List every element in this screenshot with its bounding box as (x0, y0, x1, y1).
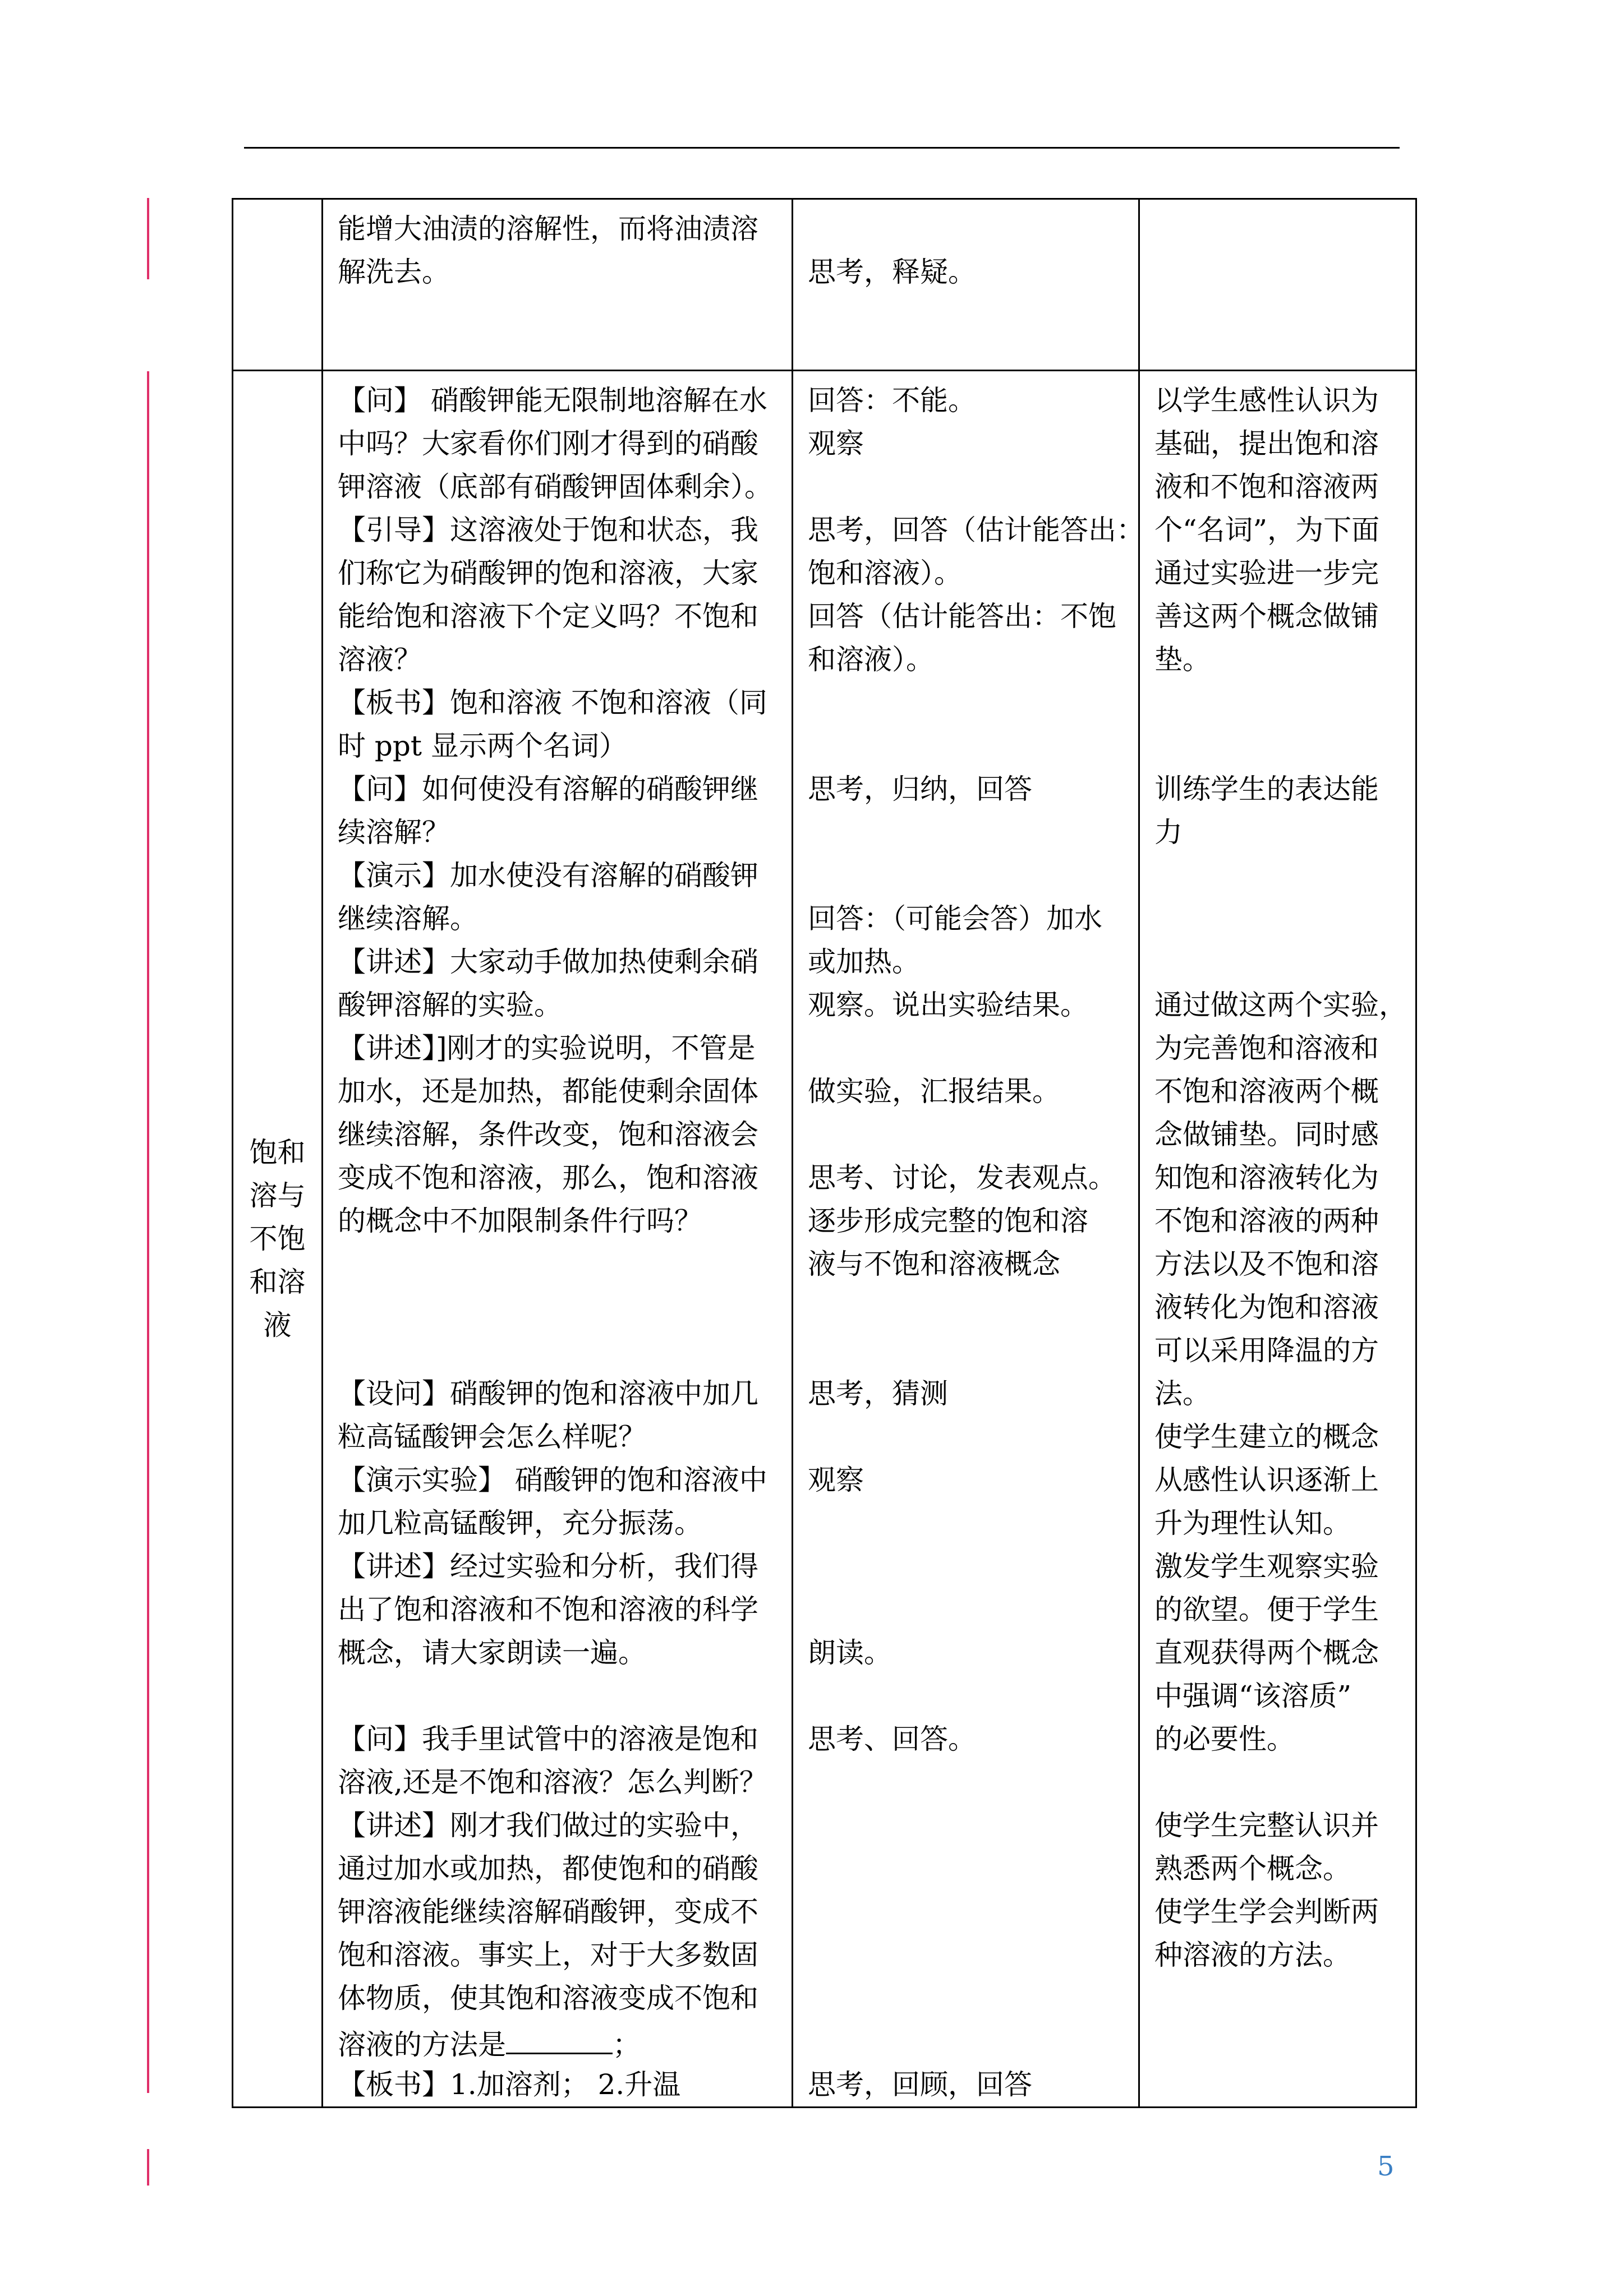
teacher-line (338, 1891, 777, 1934)
purpose-line (1154, 1588, 1401, 1631)
student-line (808, 1459, 1124, 1502)
purpose-text: 中强调“该溶质” (1154, 1680, 1352, 1712)
teacher-text: 【引导】这溶液处于饱和状态，我 (338, 514, 758, 546)
purpose-text: 液转化为饱和溶液 (1154, 1291, 1379, 1324)
teacher-text: 们称它为硝酸钾的饱和溶液，大家 (338, 557, 758, 589)
student-line (808, 595, 1124, 638)
empty-line (808, 1891, 1124, 1934)
purpose-text: 不饱和溶液两个概 (1154, 1075, 1379, 1108)
empty-line (808, 1977, 1124, 2020)
topic-text: 饱和 (249, 1136, 306, 1169)
student-line (808, 1156, 1124, 1200)
purpose-text: 通过实验进一步完 (1154, 557, 1379, 589)
purpose-text: 使学生建立的概念 (1154, 1421, 1379, 1453)
student-line (808, 1718, 1124, 1761)
purpose-line (1154, 379, 1401, 422)
teacher-line (338, 681, 777, 725)
page-number: 5 (1377, 2151, 1395, 2182)
empty-line (808, 854, 1124, 897)
teacher-line (338, 1416, 777, 1459)
teacher-line (338, 1847, 777, 1891)
student-text: 和溶液）。 (808, 643, 934, 676)
teacher-line (338, 509, 777, 552)
topic-text: 液 (263, 1308, 292, 1341)
teacher-line (338, 1631, 777, 1675)
empty-line (808, 725, 1124, 768)
purpose-line (1154, 1545, 1401, 1588)
student-line (808, 379, 1124, 422)
purpose-line (1154, 1372, 1401, 1416)
student-text: 观察 (808, 1464, 864, 1496)
teacher-text: 加几粒高锰酸钾，充分振荡。 (338, 1507, 702, 1539)
purpose-line (1154, 1156, 1401, 1200)
teacher-text: 解洗去。 (338, 256, 450, 288)
purpose-text: 的必要性。 (1154, 1723, 1295, 1755)
empty-line (1154, 897, 1401, 940)
purpose-text: 垫。 (1154, 643, 1211, 676)
topic-text: 和溶 (249, 1265, 306, 1298)
purpose-line (1154, 768, 1401, 811)
purpose-line (1154, 1804, 1401, 1847)
purpose-text: 从感性认识逐渐上 (1154, 1464, 1379, 1496)
empty-line (808, 1545, 1124, 1588)
teacher-text: 能给饱和溶液下个定义吗？不饱和 (338, 600, 758, 633)
design-purpose-cell (1139, 199, 1416, 371)
margin-mark-middle (147, 371, 149, 2093)
student-text: 思考，猜测 (808, 1377, 948, 1410)
teacher-text: ； (613, 2028, 641, 2061)
topic-text: 溶与 (249, 1179, 306, 1212)
student-line (808, 509, 1144, 552)
student-text: 回答（估计能答出：不饱 (808, 600, 1116, 633)
purpose-line (1154, 552, 1401, 595)
student-line (808, 422, 1124, 465)
purpose-text: 熟悉两个概念。 (1154, 1852, 1351, 1885)
empty-line (1154, 854, 1401, 897)
teacher-line (338, 897, 777, 940)
teacher-line (338, 422, 777, 465)
purpose-text: 激发学生观察实验 (1154, 1550, 1379, 1583)
purpose-text: 种溶液的方法。 (1154, 1939, 1351, 1971)
empty-line (808, 1286, 1124, 1329)
purpose-line (1154, 638, 1401, 681)
empty-line (808, 1416, 1124, 1459)
empty-line (808, 1934, 1124, 1977)
teacher-text: 溶液？ (338, 643, 422, 676)
purpose-text: 方法以及不饱和溶 (1154, 1248, 1379, 1280)
teacher-text: 继续溶解，条件改变，饱和溶液会 (338, 1118, 758, 1151)
topic-cell (233, 371, 323, 2108)
student-text: 逐步形成完整的饱和溶 (808, 1205, 1088, 1237)
purpose-text: 力 (1154, 816, 1183, 849)
teacher-text: 【讲述】大家动手做加热使剩余硝 (338, 946, 758, 978)
purpose-text: 的欲望。便于学生 (1154, 1593, 1379, 1626)
student-line (808, 638, 1124, 681)
teacher-line (338, 2020, 777, 2063)
margin-mark-top (147, 198, 149, 279)
teacher-line (338, 1545, 777, 1588)
empty-line (808, 681, 1124, 725)
student-line (808, 552, 1124, 595)
teacher-text: 【讲述】经过实验和分析，我们得 (338, 1550, 758, 1583)
purpose-text: 直观获得两个概念 (1154, 1636, 1379, 1669)
teacher-text: 钾溶液（底部有硝酸钾固体剩余）。 (338, 471, 772, 503)
purpose-line (1154, 509, 1401, 552)
empty-line (808, 1761, 1124, 1804)
empty-line (808, 1329, 1124, 1372)
student-line (808, 251, 1124, 294)
purpose-line (1154, 1718, 1401, 1761)
purpose-line (1154, 1847, 1401, 1891)
teacher-text: 的概念中不加限制条件行吗？ (338, 1205, 702, 1237)
header-rule (244, 147, 1400, 149)
teacher-line (338, 1459, 777, 1502)
teacher-text: 饱和溶液。事实上，对于大多数固 (338, 1939, 758, 1971)
lesson-plan-table (232, 198, 1417, 2108)
student-activity-cell (793, 199, 1139, 371)
purpose-line (1154, 1200, 1401, 1243)
empty-line (808, 811, 1124, 854)
teacher-line (338, 768, 777, 811)
teacher-line (338, 940, 777, 984)
teacher-text: 【讲述】刚才我们做过的实验中， (338, 1809, 758, 1842)
empty-line (1154, 725, 1401, 768)
student-line (808, 1631, 1124, 1675)
student-line (808, 1070, 1124, 1113)
teacher-text: 【问】我手里试管中的溶液是饱和 (338, 1723, 758, 1755)
purpose-line (1154, 1070, 1401, 1113)
teacher-text: 【板书】1.加溶剂； 2.升温 (338, 2068, 681, 2101)
teacher-line (338, 638, 777, 681)
teacher-text: 【问】 硝酸钾能无限制地溶解在水 (338, 384, 767, 417)
teacher-text: 【问】如何使没有溶解的硝酸钾继 (338, 773, 758, 805)
teacher-line (338, 984, 777, 1027)
student-text: 回答：（可能会答）加水 (808, 902, 1102, 935)
teacher-line (338, 208, 777, 251)
student-line (808, 768, 1124, 811)
teacher-text: 溶液的方法是 (338, 2028, 506, 2061)
teacher-text: 【设问】硝酸钾的饱和溶液中加几 (338, 1377, 758, 1410)
empty-line (808, 1588, 1124, 1631)
teacher-text: 【讲述】]刚才的实验说明，不管是 (338, 1032, 756, 1064)
purpose-line (1154, 595, 1401, 638)
empty-line (808, 465, 1124, 509)
student-text: 回答：不能。 (808, 384, 976, 417)
teacher-line (338, 1156, 777, 1200)
purpose-text: 善这两个概念做铺 (1154, 600, 1379, 633)
topic-text: 不饱 (249, 1222, 306, 1255)
empty-line (808, 1804, 1124, 1847)
student-text: 思考，回顾，回答 (808, 2068, 1032, 2101)
student-text: 思考，释疑。 (808, 256, 976, 288)
teacher-text: 【演示】加水使没有溶解的硝酸钾 (338, 859, 758, 892)
student-text: 液与不饱和溶液概念 (808, 1248, 1060, 1280)
teacher-text: 中吗？大家看你们刚才得到的硝酸 (338, 427, 758, 460)
student-text: 朗读。 (808, 1636, 892, 1669)
topic-cell (233, 199, 323, 371)
empty-line (808, 2020, 1124, 2063)
purpose-line (1154, 1243, 1401, 1286)
teacher-line (338, 595, 777, 638)
teacher-line (338, 251, 777, 294)
purpose-line (1154, 1675, 1401, 1718)
student-text: 思考、回答。 (808, 1723, 976, 1755)
purpose-text: 升为理性认知。 (1154, 1507, 1351, 1539)
purpose-line (1154, 1286, 1401, 1329)
empty-line (338, 1243, 777, 1286)
purpose-text: 个“名词”，为下面 (1154, 514, 1380, 546)
student-line (808, 1200, 1124, 1243)
teacher-line (338, 1502, 777, 1545)
purpose-line (1154, 1113, 1401, 1156)
purpose-text: 知饱和溶液转化为 (1154, 1161, 1379, 1194)
purpose-line (1154, 1631, 1401, 1675)
empty-line (808, 208, 1124, 251)
student-text: 或加热。 (808, 946, 920, 978)
purpose-line (1154, 1934, 1401, 1977)
teacher-line (338, 811, 777, 854)
student-line (808, 940, 1124, 984)
teacher-text: 钾溶液能继续溶解硝酸钾，变成不 (338, 1896, 758, 1928)
teacher-text: 能增大油渍的溶解性，而将油渍溶 (338, 213, 758, 245)
teacher-line (338, 1761, 777, 1804)
teacher-text: 体物质，使其饱和溶液变成不饱和 (338, 1982, 758, 2014)
teacher-text: 时 ppt 显示两个名词） (338, 730, 627, 762)
empty-line (338, 1329, 777, 1372)
purpose-line (1154, 1027, 1401, 1070)
empty-line (1154, 940, 1401, 984)
purpose-line (1154, 811, 1401, 854)
purpose-text: 为完善饱和溶液和 (1154, 1032, 1379, 1064)
teacher-line (338, 1200, 777, 1243)
teacher-line (338, 465, 777, 509)
purpose-text: 使学生学会判断两 (1154, 1896, 1379, 1928)
teacher-text: 粒高锰酸钾会怎么样呢？ (338, 1421, 646, 1453)
purpose-text: 基础，提出饱和溶 (1154, 427, 1379, 460)
empty-line (808, 1113, 1124, 1156)
student-text: 做实验，汇报结果。 (808, 1075, 1060, 1108)
margin-mark-bottom (147, 2149, 149, 2186)
teacher-line (338, 1804, 777, 1847)
empty-line (808, 1675, 1124, 1718)
teacher-line (338, 1070, 777, 1113)
purpose-line (1154, 1891, 1401, 1934)
teacher-line (338, 1977, 777, 2020)
table-row (233, 371, 1416, 2108)
teacher-text: 出了饱和溶液和不饱和溶液的科学 (338, 1593, 758, 1626)
student-line (808, 897, 1124, 940)
teacher-line (338, 1718, 777, 1761)
empty-line (808, 1027, 1124, 1070)
teacher-line (338, 552, 777, 595)
teacher-text: 变成不饱和溶液，那么，饱和溶液 (338, 1161, 758, 1194)
student-line (808, 1372, 1124, 1416)
student-line (808, 984, 1124, 1027)
purpose-text: 不饱和溶液的两种 (1154, 1205, 1379, 1237)
purpose-text: 念做铺垫。同时感 (1154, 1118, 1379, 1151)
purpose-line (1154, 465, 1401, 509)
teacher-text: 继续溶解。 (338, 902, 478, 935)
purpose-text: 液和不饱和溶液两 (1154, 471, 1379, 503)
empty-line (808, 1847, 1124, 1891)
design-purpose-cell (1139, 371, 1416, 2108)
purpose-text: 通过做这两个实验， (1154, 989, 1407, 1021)
teacher-line (338, 1934, 777, 1977)
teacher-text: 通过加水或加热，都使饱和的硝酸 (338, 1852, 758, 1885)
purpose-text: 以学生感性认识为 (1154, 384, 1379, 417)
student-text: 观察。说出实验结果。 (808, 989, 1088, 1021)
student-line (808, 2063, 1124, 2106)
teacher-activity-cell (323, 199, 793, 371)
purpose-text: 法。 (1154, 1377, 1211, 1410)
teacher-text: 【演示实验】 硝酸钾的饱和溶液中 (338, 1464, 767, 1496)
teacher-text: 加水，还是加热，都能使剩余固体 (338, 1075, 758, 1108)
empty-line (808, 1502, 1124, 1545)
purpose-line (1154, 1502, 1401, 1545)
teacher-text: 续溶解？ (338, 816, 450, 849)
student-text: 饱和溶液）。 (808, 557, 962, 589)
purpose-line (1154, 422, 1401, 465)
teacher-line (338, 379, 777, 422)
student-text: 思考，回答（估计能答出： (808, 514, 1144, 546)
teacher-line (338, 1113, 777, 1156)
teacher-line (338, 1027, 777, 1070)
teacher-line (338, 725, 777, 768)
student-text: 思考、讨论，发表观点。 (808, 1161, 1116, 1194)
teacher-line (338, 1372, 777, 1416)
student-text: 思考，归纳，回答 (808, 773, 1032, 805)
teacher-line (338, 854, 777, 897)
student-activity-cell (793, 371, 1144, 2108)
teacher-text: 溶液,还是不饱和溶液？怎么判断？ (338, 1766, 767, 1799)
teacher-line (338, 1588, 777, 1631)
purpose-line (1154, 1459, 1401, 1502)
purpose-text: 可以采用降温的方 (1154, 1334, 1379, 1367)
student-line (808, 1243, 1124, 1286)
empty-line (1154, 681, 1401, 725)
empty-line (1154, 1761, 1401, 1804)
empty-line (338, 1675, 777, 1718)
teacher-activity-cell (323, 371, 793, 2108)
purpose-text: 使学生完整认识并 (1154, 1809, 1379, 1842)
teacher-text: 【板书】饱和溶液 不饱和溶液（同 (338, 686, 767, 719)
purpose-line (1154, 1416, 1401, 1459)
purpose-line (1154, 1329, 1401, 1372)
student-text: 观察 (808, 427, 864, 460)
table-row (233, 199, 1416, 371)
fill-in-blank (506, 2020, 613, 2054)
teacher-text: 酸钾溶解的实验。 (338, 989, 562, 1021)
purpose-line (1154, 984, 1407, 1027)
teacher-text: 概念，请大家朗读一遍。 (338, 1636, 646, 1669)
empty-line (338, 1286, 777, 1329)
teacher-line (338, 2063, 777, 2106)
purpose-text: 训练学生的表达能 (1154, 773, 1379, 805)
